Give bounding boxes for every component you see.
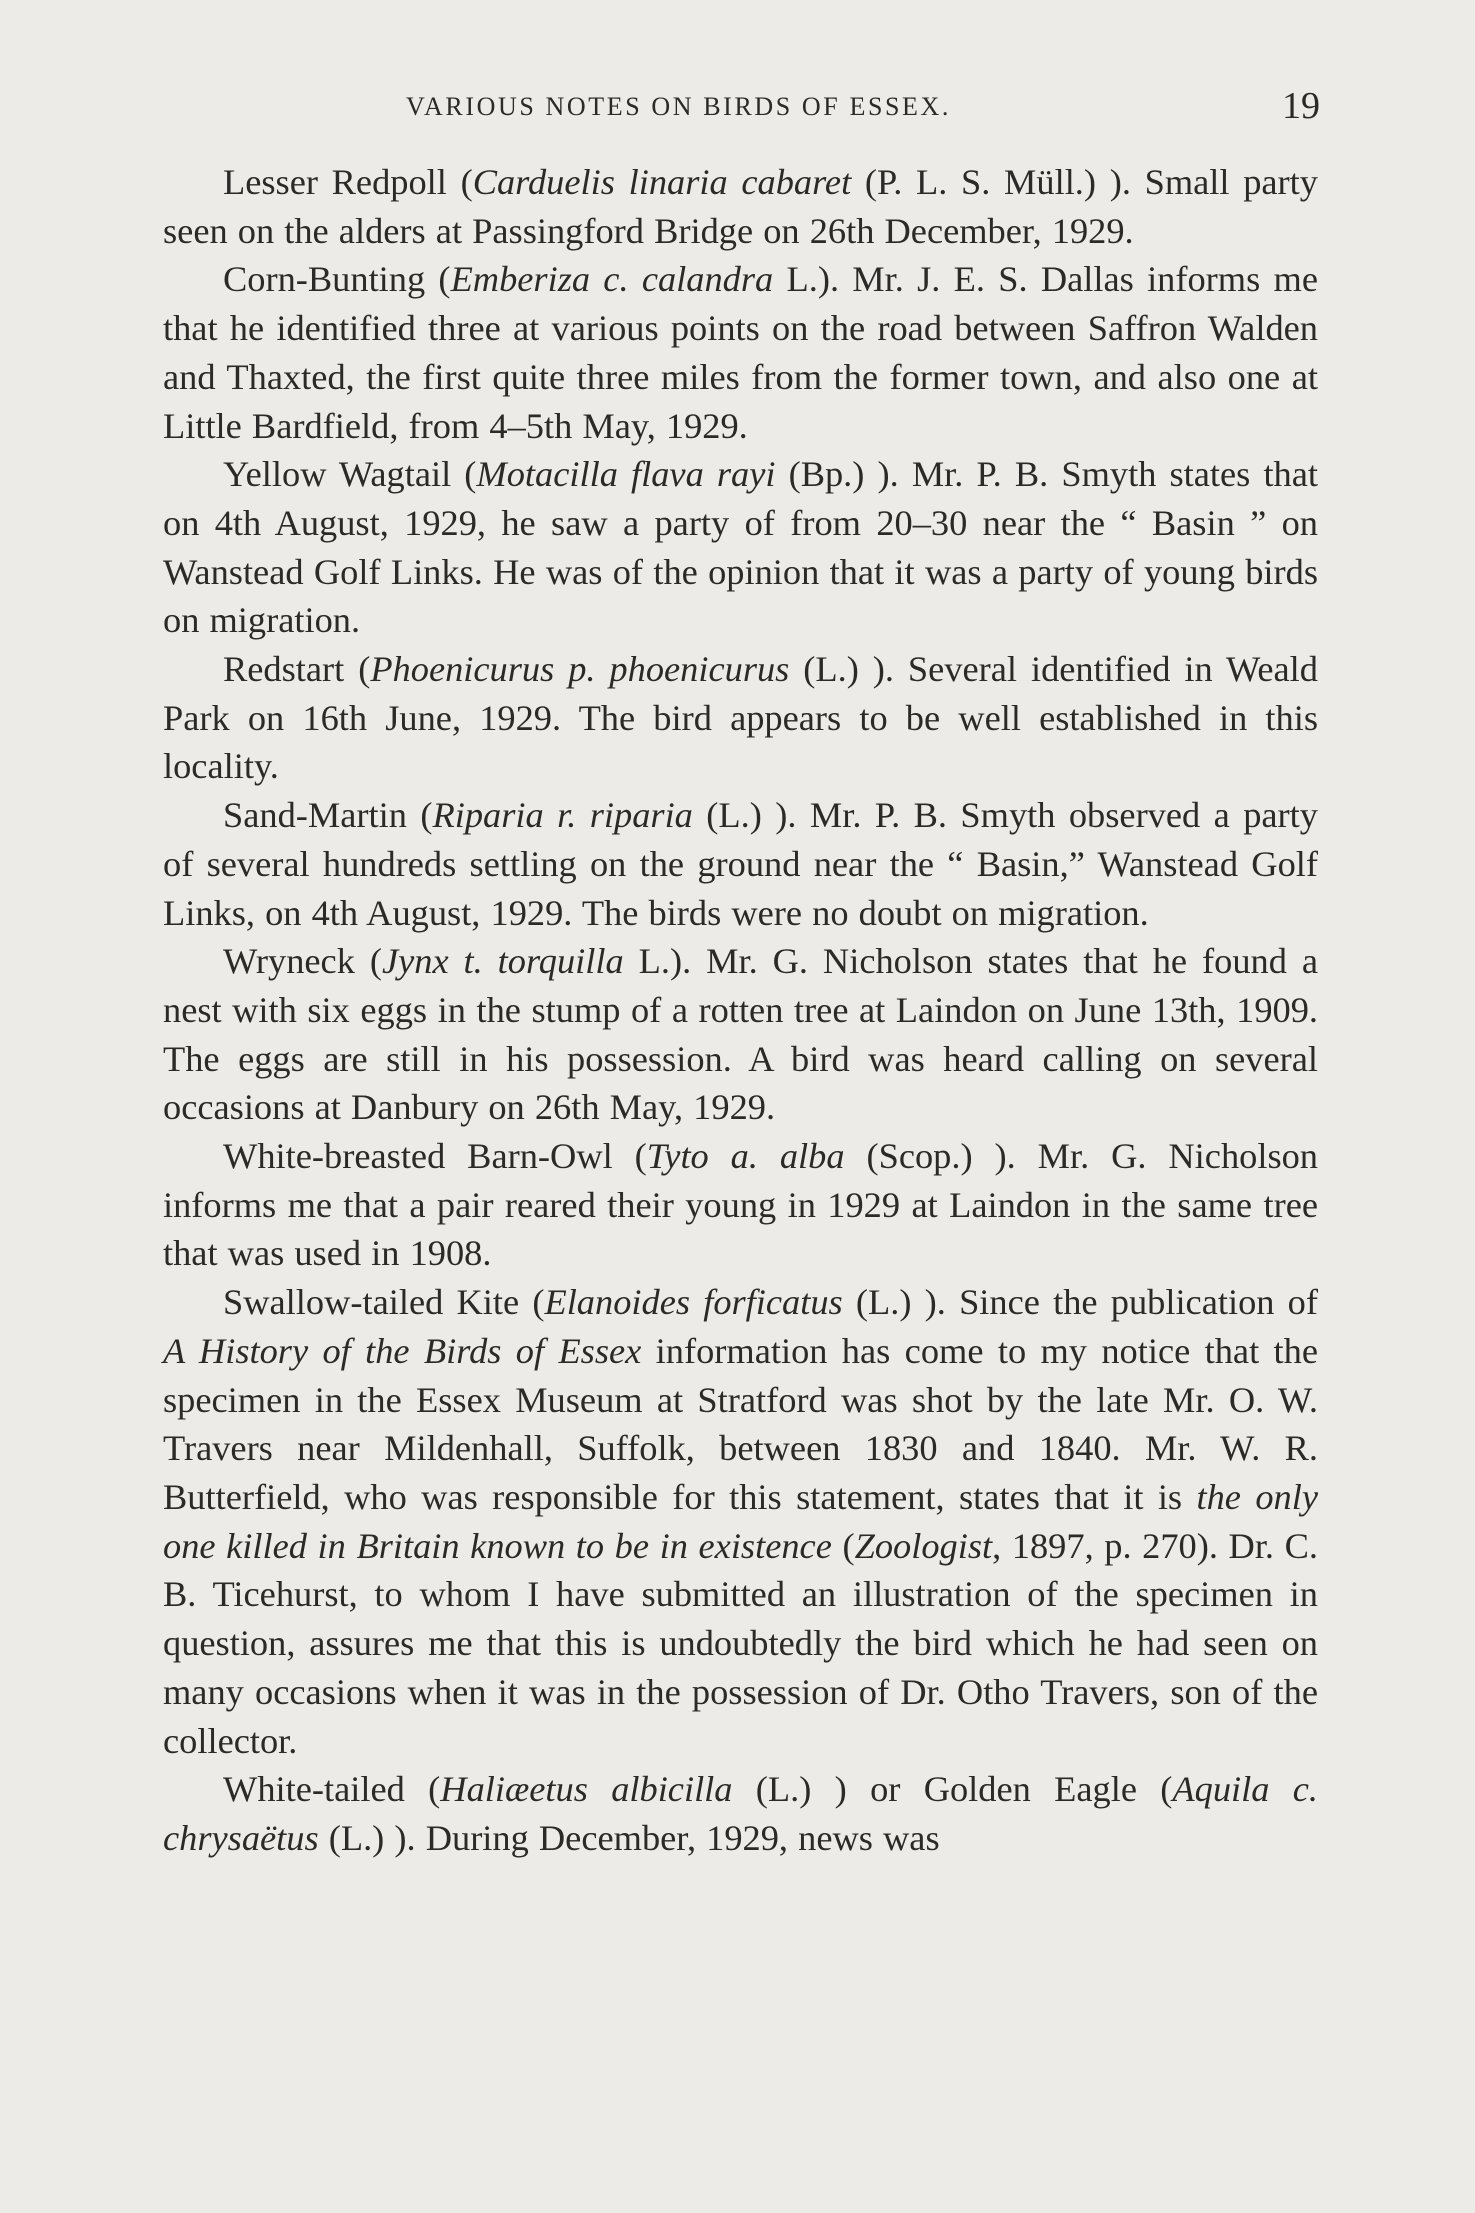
text-run: ( [831, 1525, 855, 1566]
running-title: VARIOUS NOTES ON BIRDS OF ESSEX. [406, 92, 952, 121]
italic-text: Elanoides forficatus [544, 1282, 843, 1323]
text-run: (L.) ). Since the publication of [842, 1282, 1318, 1323]
text-run: Yellow Wagtail ( [223, 454, 477, 495]
text-run: (Scop.) ). Mr. G. Nicholson informs me that a pair reared their young in 1929 at Laindon in the same tree that was used in 1908. [163, 1136, 1318, 1274]
text-run: (Bp.) ). Mr. P. B. Smyth states that on 4th August, 1929, he saw a party of from 20–30 near the “ Basin ” on Wanstead Golf Links. He was of the opinion that it was a party of young birds on migration. [163, 454, 1319, 641]
italic-text: A History of the Birds of Essex [163, 1330, 642, 1371]
paragraph [163, 1765, 1318, 1862]
text-run: L.). Mr. G. Nicholson states that he found a nest with six eggs in the stump of a rotten tree at Laindon on June 13th, 1909. The eggs are still in his possession. A bird was heard calling on several occasions at Danbury on 26th May, 1929. [163, 941, 1318, 1128]
italic-text: Tyto a. alba [646, 1136, 845, 1177]
text-run: (L.) ). Several identified in Weald Park on 16th June, 1929. The bird appears to be well established in this locality. [163, 649, 1318, 787]
paragraph [163, 450, 1318, 645]
text-run: (L.) ) or Golden Eagle ( [732, 1769, 1173, 1810]
italic-text: the only one killed in Britain known to be in existence [163, 1476, 1318, 1566]
italic-text: Riparia r. riparia [432, 795, 693, 836]
paragraph [163, 158, 1318, 255]
text-run: Swallow-tailed Kite ( [223, 1282, 545, 1323]
text-run: White-tailed ( [223, 1769, 441, 1810]
text-run: (L.) ). During December, 1929, news was [318, 1817, 940, 1858]
text-run: White-breasted Barn-Owl ( [223, 1136, 647, 1177]
paragraph [163, 255, 1318, 450]
italic-text: Zoologist [854, 1525, 993, 1566]
text-run: (L.) ). Mr. P. B. Smyth observed a party of several hundreds settling on the ground near the “ Basin,” Wanstead Golf Links, on 4th August, 1929. The birds were no doubt on migration. [163, 795, 1318, 933]
paragraph [163, 791, 1318, 937]
text-run: Wryneck ( [223, 941, 382, 982]
body-text [163, 158, 1318, 1863]
paragraph [163, 937, 1318, 1132]
text-run: (P. L. S. Müll.) ). Small party seen on the alders at Passingford Bridge on 26th December, 1929. [163, 162, 1318, 251]
italic-text: Aquila c. chrysaëtus [163, 1769, 1318, 1858]
text-run: Corn-Bunting ( [223, 259, 451, 300]
paragraph [163, 1278, 1318, 1765]
text-run: , 1897, p. 270). Dr. C. B. Ticehurst, to whom I have submitted an illustration of the specimen in question, assures me that this is undoubtedly the bird which he had seen on many occasions when it was in the possession of Dr. Otho Travers, son of the collector. [163, 1525, 1318, 1761]
text-run: Lesser Redpoll ( [223, 162, 473, 202]
text-run: information has come to my notice that the specimen in the Essex Museum at Stratford was shot by the late Mr. O. W. Travers near Mildenhall, Suffolk, between 1830 and 1840. Mr. W. R. Butterfield, who was responsible for this statement, states that it is [163, 1330, 1318, 1517]
text-run: Redstart ( [223, 649, 371, 690]
text-run: L.). Mr. J. E. S. Dallas informs me that he identified three at various points on the road between Saffron Walden and Thaxted, the first quite three miles from the former town, and also one at Little Bardfield, from 4–5th May, 1929. [163, 259, 1318, 446]
italic-text: Haliæetus albicilla [440, 1769, 733, 1810]
italic-text: Carduelis linaria cabaret [472, 162, 852, 202]
text-run: Sand-Martin ( [223, 795, 433, 836]
paragraph [163, 1132, 1318, 1278]
italic-text: Phoenicurus p. phoenicurus [370, 649, 790, 690]
paragraph [163, 645, 1318, 791]
italic-text: Emberiza c. calandra [450, 259, 774, 300]
running-head [0, 84, 1475, 134]
page-number: 19 [1282, 85, 1320, 127]
italic-text: Jynx t. torquilla [381, 941, 624, 982]
italic-text: Motacilla flava rayi [476, 454, 776, 495]
